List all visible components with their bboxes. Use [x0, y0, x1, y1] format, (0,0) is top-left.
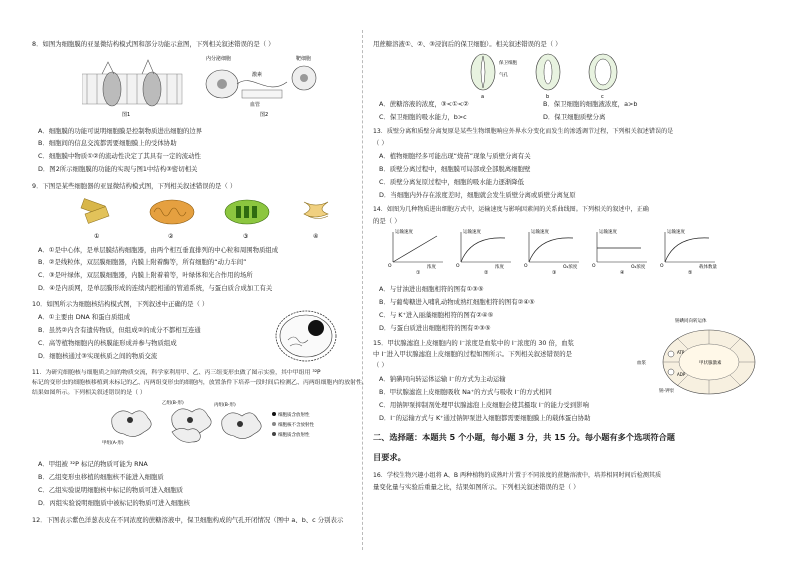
stoma-c	[589, 54, 617, 100]
q14-graph-2	[456, 228, 511, 274]
chloroplast-diagram	[225, 200, 269, 240]
q9-figure	[72, 194, 352, 240]
q13-option-b: B．质壁分离过程中，细胞膜可局部或全部脱离细胞壁	[379, 165, 531, 173]
q13-option-a: A．植物细胞经多可能出现“烧苗”现象与质壁分离有关	[379, 152, 531, 160]
q8-option-d: D．图2所示细胞膜的功能的实现与图1中结构③密切相关	[38, 165, 198, 173]
q10-stem: 10．如图所示为细胞核结构模式图，下列叙述中正确的是（ ）	[32, 300, 209, 308]
q14-option-b: B．与葡萄糖进入哺乳动物成熟红细胞相符的图有②④⑤	[379, 298, 535, 306]
q11-stem-2: 标记的变形虫的细胞核移植到未标记的乙、丙两组变形虫的细胞内，放置条件下培养一段时间后检测乙、丙两组细胞内的放射性，	[32, 380, 368, 386]
q14-graph-3	[524, 228, 579, 274]
q10-nucleus-figure	[272, 306, 340, 364]
right-column	[373, 0, 765, 562]
section-2-title: 二、选择题：本题共 5 个小题，每小题 3 分，共 15 分。每小题有多个选项符合题	[373, 432, 675, 442]
q15-label-plasma: 血浆	[637, 361, 646, 366]
q9-option-b: B．②是线粒体，双层膜细胞器，内膜上附着酶等，所有细胞的“动力车间”	[38, 258, 247, 266]
q9-label-2: ②	[168, 233, 174, 240]
q12-option-b: B．保卫细胞的细胞液浓度，a>b	[543, 100, 638, 108]
q14-curve-5	[665, 238, 709, 262]
q14-xlabel-3: O₂浓度	[563, 265, 578, 270]
q14-origin-3: O	[524, 264, 528, 269]
q14-ylabel-3: 运输速度	[531, 230, 549, 235]
q11-fig-label-b: 乙组(B-形)	[162, 401, 184, 406]
q11-option-b: B．乙组变形虫移植的细胞核不能进入细胞质	[38, 473, 164, 481]
q16-stem-1: 16．学校生物兴趣小组将 A、B 两种植物的成熟叶片置于不同浓度的蔗糖溶液中，培养相同时间后检测其质	[373, 472, 662, 479]
q12-label-a: a	[481, 94, 485, 100]
q10-option-a: A．①主要由 DNA 和蛋白质组成	[38, 313, 131, 321]
q14-graph-4	[592, 228, 647, 274]
q15-label-adp: ADP	[677, 372, 686, 377]
q15-stem-1: 15．甲状腺滤泡上皮细胞内的 I⁻浓度是血浆中的 I⁻浓度的 30 倍，血浆	[373, 339, 575, 347]
q14-xlabel-2: 浓度	[495, 265, 504, 270]
q11-fig-label-c: 丙组(B-形)	[214, 403, 236, 408]
q12-label-b: b	[546, 94, 550, 100]
q9-option-c: C．③是叶绿体，双层膜细胞器，内膜上附着着等，叶绿体和光合作用的场所	[38, 271, 253, 279]
q9-stem: 9．下图是某些细胞器的亚显微结构模式图，下列相关叙述错误的是（ ）	[32, 182, 237, 190]
q8-stem: 8．如图为细胞膜的亚显微结构模式图和部分功能示意图，下列相关叙述错误的是（ ）	[32, 40, 275, 48]
q13-paren: （ ）	[373, 139, 388, 147]
q15-label-pump: 钠-钾泵	[659, 389, 675, 394]
q14-origin-1: O	[388, 264, 392, 269]
q11-option-c: C．乙组实验说明细胞核中标记的物质可进入细胞质	[38, 486, 184, 494]
q8-fig2-label-endocrine: 内分泌细胞	[206, 56, 232, 62]
cell-signal-diagram	[206, 55, 316, 118]
q9-label-1: ①	[94, 233, 100, 240]
q8-figure	[82, 52, 322, 118]
q11-option-d: D．丙组实验说明细胞质中被标记的物质可进入细胞核	[38, 499, 190, 507]
q14-graph-label-1: ①	[416, 270, 421, 274]
q14-curve-2	[461, 238, 505, 262]
q14-graph-label-4: ④	[620, 270, 625, 274]
q15-stem-2: 中 I⁻进入甲状腺滤泡上皮细胞的过程如图所示。下列相关叙述错误的是	[373, 350, 573, 358]
q8-fig2-label-vessel: 血管	[250, 102, 261, 108]
q14-origin-5: O	[660, 264, 664, 269]
q8-option-b: B．细胞间的信息交流都需要细胞膜上的受体协助	[38, 139, 177, 147]
q14-ylabel-1: 运输速度	[395, 230, 413, 235]
q14-option-d: D．与蛋白质进出细胞相符的图有②③⑤	[379, 324, 491, 332]
q8-fig2-label: 图2	[260, 112, 269, 118]
q14-graphs	[387, 226, 717, 274]
q11-option-a: A．甲组被 ³²P 标记的物质可能为 RNA	[38, 460, 148, 468]
q15-label-symporter: 钠碘同向转运体	[675, 319, 707, 324]
q14-stem: 14．如图为几种物质进出细胞方式中，运输速度与影响因素间的关系曲线图。下列相关的叙述中，正确	[373, 206, 649, 213]
q14-origin-4: O	[592, 264, 596, 269]
q14-option-c: C．与 K⁺进入丽藻细胞相符的图有②④⑤	[379, 311, 494, 319]
q15-label-atp: ATP	[677, 350, 685, 355]
q16-stem-2: 量变化量与实验后重量之比，结果如图所示。下列相关叙述错误的是（ ）	[373, 483, 580, 491]
q8-option-a: A．细胞膜的功能可说明细胞膜是控制物质进出细胞的边界	[38, 127, 203, 135]
q11-legend-3: 细胞质含放射性	[278, 433, 310, 438]
left-column	[32, 0, 377, 562]
q11-legend-1: 细胞质含放射性	[278, 413, 310, 418]
q12-stomata-figure	[463, 50, 623, 100]
membrane-diagram	[82, 60, 182, 118]
q14-stem-2: 的是（ ）	[373, 217, 401, 225]
q14-ylabel-2: 运输速度	[463, 230, 481, 235]
q9-label-4: ④	[313, 233, 319, 240]
q11-fig-label-a: 甲组(A-形)	[102, 441, 124, 446]
q14-curve-3	[529, 238, 573, 262]
stoma-b	[536, 54, 560, 100]
q10-option-b: B．虽然②内含有遗传物质，但组成②的成分不都相互连通	[38, 326, 201, 334]
q10-option-c: C．高等植物细胞内的核膜能形成并参与物质组成	[38, 339, 177, 347]
q14-xlabel-4: O₂浓度	[631, 265, 646, 270]
q11-legend-2: 细胞核不含放射性	[278, 423, 314, 428]
q9-label-3: ③	[243, 233, 249, 240]
q14-graph-5	[660, 228, 717, 274]
q14-graph-label-5: ⑤	[688, 270, 693, 274]
q14-origin-2: O	[456, 264, 460, 269]
q15-thyroid-figure	[635, 314, 763, 400]
q12-option-a: A．蔗糖溶液的浓度，③<①<②	[379, 100, 469, 108]
q11-amoeba-figure	[102, 398, 342, 448]
q12-option-c: C．保卫细胞的吸水能力，b>c	[379, 113, 467, 121]
section-2-title-2: 目要求。	[373, 452, 406, 462]
q9-option-a: A．①是中心体，是单层膜结构细胞器，由两个相互垂直排列的中心粒和周围物质组成	[38, 246, 279, 254]
q14-graph-1	[388, 228, 443, 274]
q14-graph-label-2: ②	[484, 270, 489, 274]
q14-ylabel-5: 运输速度	[667, 230, 685, 235]
q11-stem-1: 11．为研究细胞核与细胞质之间的物质交流，科学家利用甲、乙、丙三组变形虫做了图示实验，其中甲组用 ³²P	[32, 370, 321, 376]
q9-option-d: D．④是内质网，是单层膜形成的连续内腔相通的管道系统，与蛋白质合成加工有关	[38, 284, 273, 292]
q15-option-c: C．用钠钾泵抑制剂处理甲状腺滤泡上皮细胞会使其摄取 I⁻的能力受到影响	[379, 401, 589, 409]
q15-stem-3: （ ）	[373, 361, 388, 369]
q12-label-pore: 气孔	[499, 73, 508, 78]
q13-stem: 13．质壁分离和质壁分离复原是某些生物细胞响应外界水分变化而发生的渗透调节过程，下列相关叙述错误的是	[373, 128, 674, 135]
q8-fig2-label-target: 靶细胞	[296, 56, 312, 62]
er-diagram	[304, 202, 328, 240]
q12-option-d: D．保卫细胞质壁分离	[543, 113, 606, 121]
q14-option-a: A．与甘油进出细胞相符的图有①③⑤	[379, 285, 484, 293]
q14-curve-1	[393, 236, 437, 262]
q8-fig1-label: 图1	[122, 112, 131, 118]
stoma-a	[471, 54, 495, 100]
q8-fig2-label-hormone: 激素	[252, 72, 263, 78]
q14-ylabel-4: 运输速度	[599, 230, 617, 235]
q15-option-b: B．甲状腺滤泡上皮细胞吸收 Na⁺的方式与吸收 I⁻的方式相同	[379, 388, 552, 396]
q10-option-d: D．细胞核通过③实现核质之间的物质交流	[38, 352, 158, 360]
q13-option-c: C．质壁分离复原过程中，细胞的吸水能力逐渐降低	[379, 178, 525, 186]
q14-graph-label-3: ③	[552, 270, 557, 274]
q8-option-c: C．细胞膜中物质①②的流动性决定了其具有一定的流动性	[38, 152, 201, 160]
q14-xlabel-5: 载体数量	[699, 265, 717, 270]
q12-stem: 12．下图表示紫色洋葱表皮在不同浓度的蔗糖溶液中，保卫细胞构成的气孔开闭情况（图中 a、b、c 分别表示	[32, 516, 344, 524]
q12-label-c: c	[601, 94, 604, 100]
q15-option-d: D．I⁻的运输方式与 K⁺通过钠钾泵进入细胞都需要细胞膜上的载体蛋白协助	[379, 414, 591, 422]
q15-option-a: A．钠碘同向转运体运输 I⁻的方式为主动运输	[379, 375, 506, 383]
q11-stem-3: 结果如图所示。下列相关叙述错误的是（ ）	[32, 390, 146, 396]
q15-label-hormone: 甲状腺激素	[699, 361, 722, 366]
centriole-diagram	[81, 199, 109, 240]
mitochondrion-diagram	[150, 200, 194, 240]
q12-stem-cont: 用蔗糖溶液①、②、③浸润后的保卫细胞）。相关叙述错误的是（ ）	[373, 40, 562, 48]
q12-label-guard: 保卫细胞	[499, 61, 517, 66]
q13-option-d: D．当细胞内外存在浓度差时，细胞就会发生质壁分离或质壁分离复原	[379, 191, 576, 199]
q14-xlabel-1: 浓度	[427, 265, 436, 270]
